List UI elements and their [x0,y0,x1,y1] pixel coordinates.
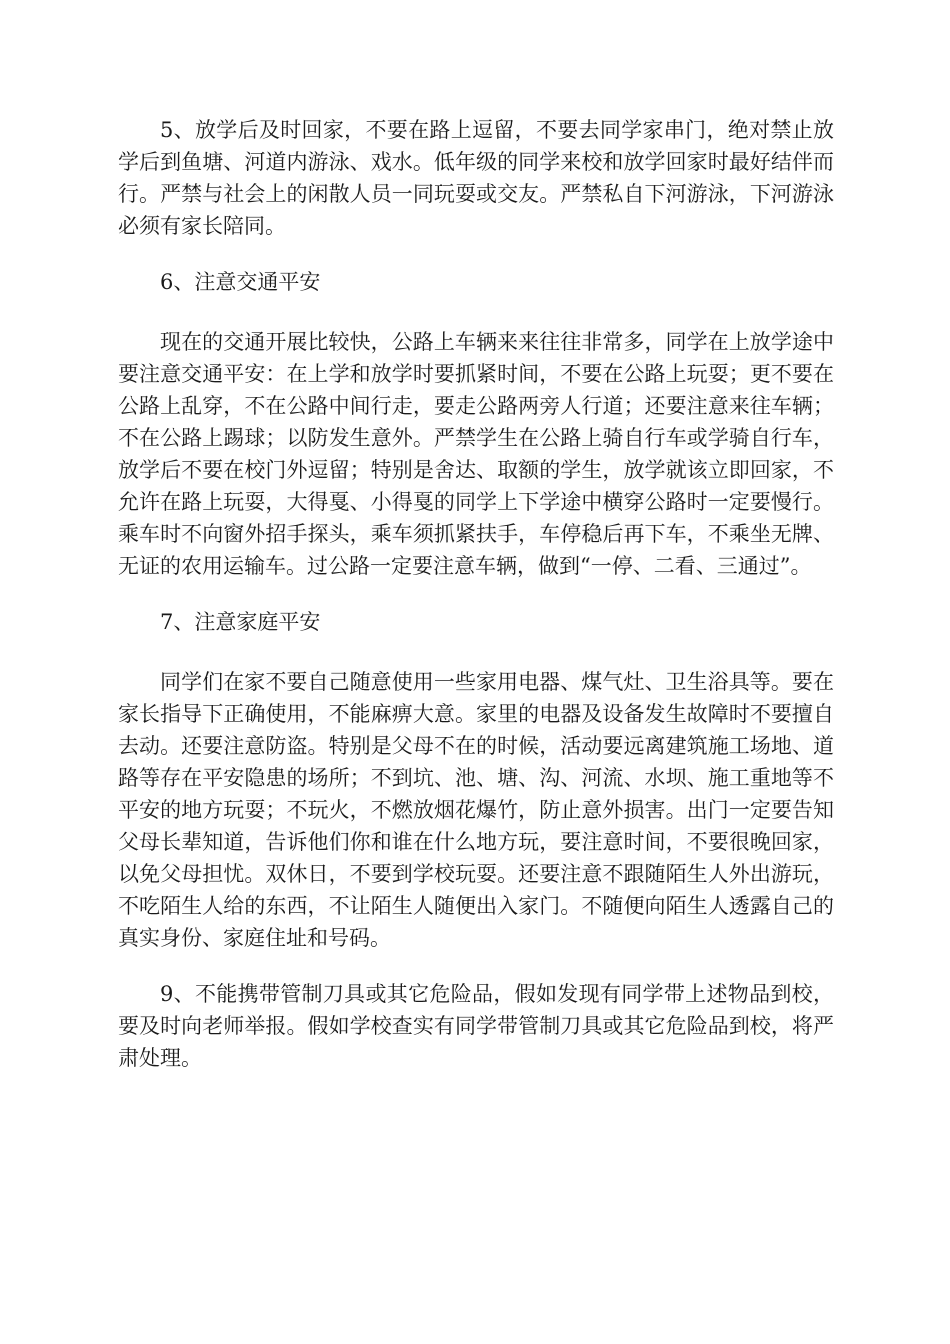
paragraph-home-safety: 同学们在家不要自己随意使用一些家用电器、煤气灶、卫生浴具等。要在家长指导下正确使用，不能麻痹大意。家里的电器及设备发生故障时不要擅自去动。还要注意防盗。特别是父母不在的时候，活动要远离建筑施工场地、道路等存在平安隐患的场所；不到坑、池、塘、沟、河流、水坝、施工重地等不平安的地方玩耍；不玩火，不燃放烟花爆竹，防止意外损害。出门一定要告知父母长辈知道，告诉他们你和谁在什么地方玩，要注意时间，不要很晚回家，以免父母担忧。双休日，不要到学校玩耍。还要注意不跟随陌生人外出游玩，不吃陌生人给的东西，不让陌生人随便出入家门。不随便向陌生人透露自己的真实身份、家庭住址和号码。 [118,670,834,950]
section-heading-home-safety: 7、注意家庭平安 [160,610,321,634]
paragraph-traffic-safety: 现在的交通开展比较快，公路上车辆来来往往非常多，同学在上放学途中要注意交通平安：在上学和放学时要抓紧时间，不要在公路上玩耍；更不要在公路上乱穿，不在公路中间行走，要走公路两旁人行道；还要注意来往车辆；不在公路上踢球；以防发生意外。严禁学生在公路上骑自行车或学骑自行车，放学后不要在校门外逗留；特别是舍达、取额的学生，放学就该立即回家，不允许在路上玩耍，大得戛、小得戛的同学上下学途中横穿公路时一定要慢行。乘车时不向窗外招手探头，乘车须抓紧扶手，车停稳后再下车，不乘坐无牌、无证的农用运输车。过公路一定要注意车辆，做到“一停、二看、三通过”。 [118,330,834,578]
section-heading-traffic-safety: 6、注意交通平安 [160,270,321,294]
paragraph-item-5: 5、放学后及时回家，不要在路上逗留，不要去同学家串门，绝对禁止放学后到鱼塘、河道内游泳、戏水。低年级的同学来校和放学回家时最好结伴而行。严禁与社会上的闲散人员一同玩耍或交友。严禁私自下河游泳，下河游泳必须有家长陪同。 [118,118,834,238]
document-body [118,114,834,1098]
paragraph-item-9: 9、不能携带管制刀具或其它危险品，假如发现有同学带上述物品到校，要及时向老师举报。假如学校查实有同学带管制刀具或其它危险品到校，将严肃处理。 [118,982,834,1070]
